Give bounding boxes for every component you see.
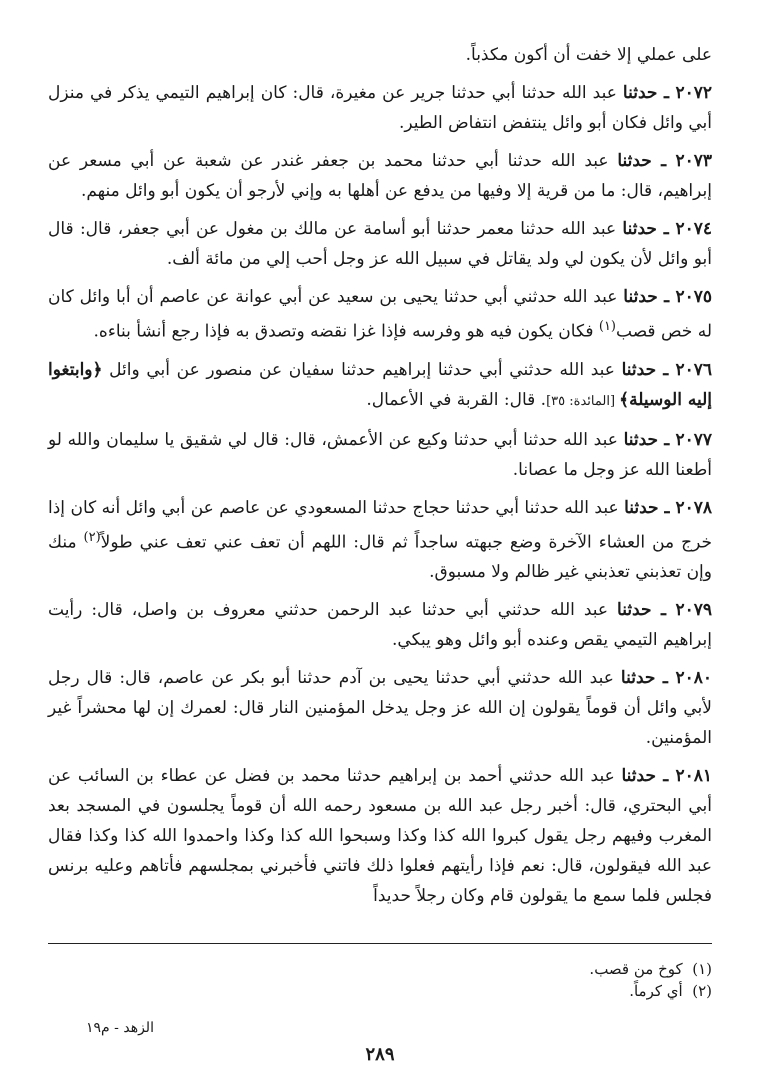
main-text [48, 40, 712, 919]
entry-number: ٢٠٧٧ [675, 429, 712, 450]
entry-2077: ٢٠٧٧ ـ حدثنا عبد الله حدثنا أبي حدثنا وكيع عن الأعمش، قال: قال لي شقيق يا سليمان والله لو أطعنا الله عز وجل ما عصانا. [48, 429, 712, 480]
entry-text: عبد الله حدثنا أبي حدثنا وكيع عن الأعمش، قال: قال لي شقيق يا سليمان والله لو أطعنا الله عز وجل ما عصانا. [48, 429, 712, 480]
entry-lead: حدثنا [622, 83, 658, 103]
entry-number: ٢٠٧٤ [675, 219, 713, 239]
entry-lead: حدثنا [621, 766, 656, 787]
entry-text-cont: . قال: القربة في الأعمال. [366, 389, 547, 410]
entry-text: عبد الله حدثنا أبي حدثنا جرير عن مغيرة، قال: كان إبراهيم التيمي يذكر في منزل أبي وائل فكان أبو وائل ينتفض انتفاض الطير. [48, 83, 712, 133]
verse-citation: [المائدة: ٣٥] [546, 393, 620, 409]
footnote-mark: (١) [692, 960, 712, 978]
entry-number: ٢٠٨٠ [675, 668, 712, 689]
entry-text: عبد الله حدثنا أبي حدثنا حجاج حدثنا المسعودي عن عاصم عن أبي وائل أنه كان إذا خرج من العشاء الآخرة وضع جبهته ساجداً ثم قال: اللهم أن تعف عني تعف عني طولاً [48, 497, 712, 553]
entry-text: عبد الله حدثني أبي حدثنا يحيى بن آدم حدثنا أبو بكر عن عاصم، قال: قال رجل لأبي وائل أن قوماً يقولون إن الله عز وجل يدخل المؤمنين النار قال: لعمرك إن لها محشراً غير المؤمنين. [48, 668, 712, 749]
entry-2072: ٢٠٧٢ ـ حدثنا عبد الله حدثنا أبي حدثنا جرير عن مغيرة، قال: كان إبراهيم التيمي يذكر في منزل أبي وائل فكان أبو وائل ينتفض انتفاض الطير. [48, 83, 713, 133]
footnotes [48, 958, 712, 1002]
footnote-divider [48, 943, 712, 944]
footnote-ref: (٢) [83, 529, 101, 545]
entry-2079: ٢٠٧٩ ـ حدثنا عبد الله حدثني أبي حدثنا عبد الرحمن حدثني معروف بن واصل، قال: رأيت إبراهيم التيمي يقص وعنده أبو وائل وهو يبكي. [48, 600, 712, 651]
entry-number: ٢٠٧٨ [675, 497, 712, 518]
page-number: ٢٨٩ [365, 1044, 395, 1065]
entry-2078: ٢٠٧٨ ـ حدثنا عبد الله حدثنا أبي حدثنا حجاج حدثنا المسعودي عن عاصم عن أبي وائل أنه كان إذا خرج من العشاء الآخرة وضع جبهته ساجداً ثم قال: اللهم أن تعف عني تعف عني طولاً$^{(٢)}$ منك وإن تعذبني تعذبني غير ظالم ولا مسبوق. [48, 497, 712, 583]
entry-2073: ٢٠٧٣ ـ حدثنا عبد الله حدثنا أبي حدثنا محمد بن جعفر غندر عن شعبة عن أبي مسعر عن إبراهيم، قال: ما من قرية إلا وفيها من يدفع عن أهلها به وإني لأرجو أن يكون أبو وائل منهم. [48, 151, 712, 201]
entry-text: عبد الله حدثني أبي حدثنا إبراهيم حدثنا سفيان عن منصور عن أبي وائل [102, 359, 615, 380]
entry-2080: ٢٠٨٠ ـ حدثنا عبد الله حدثني أبي حدثنا يحيى بن آدم حدثنا أبو بكر عن عاصم، قال: قال رجل لأبي وائل أن قوماً يقولون إن الله عز وجل يدخل المؤمنين النار قال: لعمرك إن لها محشراً غير المؤمنين. [48, 668, 712, 749]
entry-text: عبد الله حدثني أحمد بن إبراهيم حدثنا محمد بن فضل عن عطاء بن السائب عن أبي البحتري، قال: أخبر رجل عبد الله بن مسعود رحمه الله أن قوماً يجلسون في المسجد بعد المغرب وفيهم رجل يقول كبروا الله كذا وكذا وسبحوا الله كذا وكذا واحمدوا الله كذا وكذا فقال عبد الله فيقولون، قال: نعم فإذا رأيتهم فعلوا ذلك فاتني فأخبرني بمجلسهم فأتاهم وعليه برنس فجلس فلما سمع ما يقولون قام وكان رجلاً حديداً [48, 766, 712, 907]
quran-verse: ﴿وابتغوا إليه الوسيلة﴾ [48, 359, 712, 410]
entry-text-cont: فكان يكون فيه هو وفرسه فإذا غزا نقضه وتصدق به فإذا رجع أنشأ بناءه. [93, 321, 599, 342]
entry-2076: ٢٠٧٦ ـ حدثنا عبد الله حدثني أبي حدثنا إبراهيم حدثنا سفيان عن منصور عن أبي وائل ﴿وابتغوا إليه الوسيلة﴾ [المائدة: ٣٥]. قال: القربة في الأعمال. [48, 359, 712, 410]
entry-number: ٢٠٧٩ [675, 600, 712, 621]
entry-number: ٢٠٧٦ [675, 359, 712, 380]
footnote-text: كوخ من قصب. [589, 960, 683, 978]
entry-lead: حدثنا [617, 151, 652, 171]
entry-text: عبد الله حدثنا أبي حدثنا محمد بن جعفر غندر عن شعبة عن أبي مسعر عن إبراهيم، قال: ما من قرية إلا وفيها من يدفع عن أهلها به وإني لأرجو أن يكون أبو وائل منهم. [48, 151, 712, 201]
entry-2074: ٢٠٧٤ ـ حدثنا عبد الله حدثنا معمر حدثنا أبو أسامة عن مالك بن مغول عن أبي جعفر، قال: قال أبو وائل لأن يكون لي ولد يقاتل في سبيل الله عز وجل أحب إلي من مائة ألف. [48, 219, 713, 269]
entry-2075: ٢٠٧٥ ـ حدثنا عبد الله حدثني أبي حدثنا يحيى بن سعيد عن أبي عوانة عن عاصم أن أبا وائل كان له خص قصب$^{(١)}$ فكان يكون فيه هو وفرسه فإذا غزا نقضه وتصدق به فإذا رجع أنشأ بناءه. [48, 287, 712, 342]
footnote-1 [48, 958, 712, 980]
entry-number: ٢٠٧٢ [675, 83, 713, 103]
entry-text-cont: منك وإن تعذبني تعذبني غير ظالم ولا مسبوق. [48, 532, 712, 583]
entry-lead: حدثنا [622, 219, 657, 239]
entry-lead: حدثنا [617, 600, 652, 621]
entry-lead: حدثنا [620, 668, 656, 689]
entry-lead: حدثنا [623, 287, 658, 307]
entry-text: عبد الله حدثني أبي حدثنا عبد الرحمن حدثني معروف بن واصل، قال: رأيت إبراهيم التيمي يقص وعنده أبو وائل وهو يبكي. [48, 600, 712, 651]
entry-lead: حدثنا [624, 497, 659, 518]
entry-lead: حدثنا [621, 359, 657, 380]
footnote-text: أي كرماً. [629, 982, 683, 1000]
signature-mark: الزهد - م١٩ [86, 1020, 154, 1036]
entry-number: ٢٠٧٥ [675, 287, 712, 307]
intro-line: على عملي إلا خفت أن أكون مكذباً. [465, 45, 712, 65]
entry-number: ٢٠٨١ [675, 766, 713, 787]
entry-lead: حدثنا [623, 429, 659, 450]
entry-number: ٢٠٧٣ [675, 151, 712, 171]
footnote-mark: (٢) [692, 982, 712, 1000]
entry-2081: ٢٠٨١ ـ حدثنا عبد الله حدثني أحمد بن إبراهيم حدثنا محمد بن فضل عن عطاء بن السائب عن أبي البحتري، قال: أخبر رجل عبد الله بن مسعود رحمه الله أن قوماً يجلسون في المسجد بعد المغرب وفيهم رجل يقول كبروا الله كذا وكذا وسبحوا الله كذا وكذا واحمدوا الله كذا وكذا فقال عبد الله فيقولون، قال: نعم فإذا رأيتهم فعلوا ذلك فاتني فأخبرني بمجلسهم فأتاهم وعليه برنس فجلس فلما سمع ما يقولون قام وكان رجلاً حديداً [48, 766, 713, 907]
entry-text: عبد الله حدثنا معمر حدثنا أبو أسامة عن مالك بن مغول عن أبي جعفر، قال: قال أبو وائل لأن يكون لي ولد يقاتل في سبيل الله عز وجل أحب إلي من مائة ألف. [48, 219, 712, 269]
footnote-2 [48, 980, 712, 1002]
footnote-ref: (١) [598, 319, 616, 334]
entry-text: عبد الله حدثني أبي حدثنا يحيى بن سعيد عن أبي عوانة عن عاصم أن أبا وائل كان له خص قصب [48, 287, 712, 342]
